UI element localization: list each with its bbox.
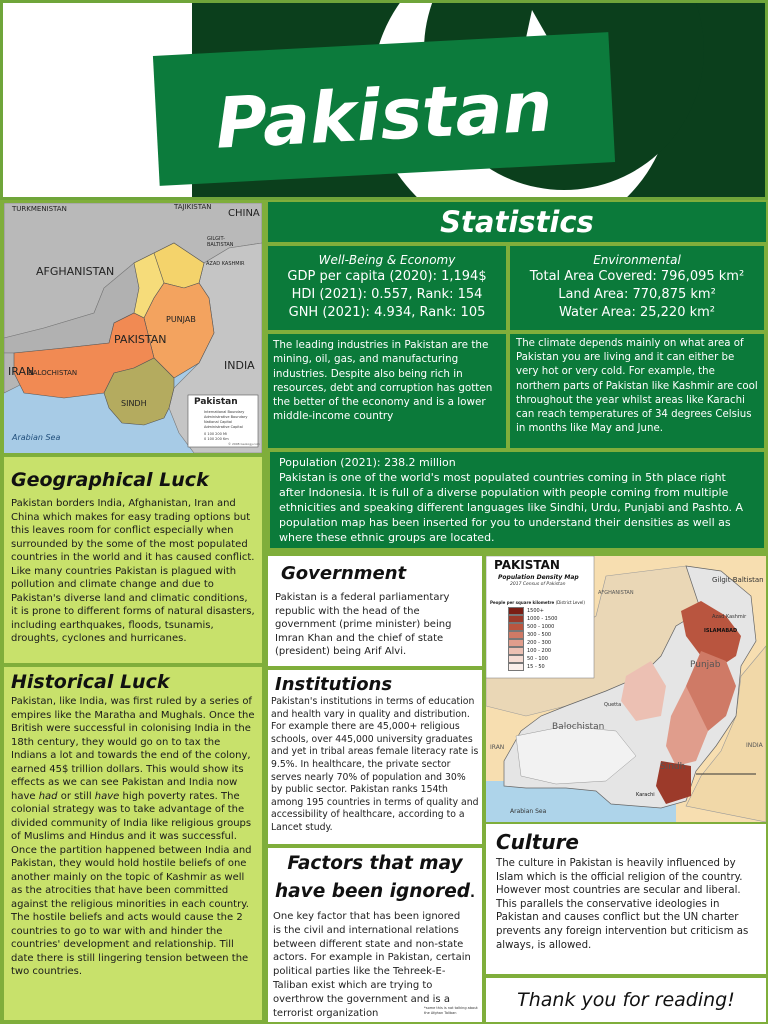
hdi-line: HDI (2021): 0.557, Rank: 154 [291,287,483,302]
environmental-panel [510,246,764,330]
climate-panel [510,334,764,448]
industries-panel [268,334,506,448]
factors-body: One key factor that has been ignored is the civil and international relations between different state and non-state actors. For example in Pakistan, certain political parties like the Tehreek-E-Taliban exist which are trying to overthrow the government and is a terrorist organization [273,911,471,1019]
label-gilgit-baltistan: GILGIT-BALTISTAN [207,236,234,248]
density-legend-item: 50 - 100 [508,655,557,663]
density-legend-item: 200 - 300 [508,639,557,647]
dmap-label-sindh: Sindh [660,762,686,772]
page-title: Pakistan [213,65,555,165]
legend-swatch [508,663,524,671]
density-legend-item: 1500+ [508,607,557,615]
legend-swatch [508,615,524,623]
label-sindh: SINDH [121,399,147,408]
label-china: CHINA [228,208,260,219]
institutions-body: Pakistan's institutions in terms of education and health vary in quality and distribution. For example there are 45,000+ religious schools, over 445,000 university graduates and yet in tribal areas female literacy rate is 9.5%. In healthcare, the private sector serves nearly 70% of population and 30% by public sector. Pakistan ranks 154th among 195 countries in terms of quality and accessibility of healthcare, according to a Lancet study. [271,696,479,833]
dmap-label-afghanistan: AFGHANISTAN [598,590,634,596]
geo-map [4,203,262,453]
institutions-panel [268,670,482,844]
industries-text: The leading industries in Pakistan are the mining, oil, gas, and manufacturing industries. Despite also being rich in resources, debt and corruption has gotten the better of the economy and is a lower middle-income country [273,339,493,423]
geo-legend-title: Pakistan [194,397,238,407]
factors-panel [268,848,482,1022]
closing-text: Thank you for reading! [517,989,735,1011]
density-legend-item: 500 - 1000 [508,623,557,631]
legend-swatch [508,623,524,631]
label-pakistan: PAKISTAN [114,333,167,346]
label-turkmenistan: TURKMENISTAN [12,205,67,213]
legend-swatch [508,655,524,663]
legend-swatch [508,631,524,639]
government-body: Pakistan is a federal parliamentary republic with the head of the government (prime minister) being Imran Khan and the chief of state (president) being Arif Alvi. [275,592,452,657]
climate-text: The climate depends mainly on what area of Pakistan you are living and it can either be very hot or very cold. For example, the northern parts of Pakistan like Kashmir are cool throughout the year whilst areas like Karachi can reach temperatures of 34 degrees Celsius in months like May and June. [516,338,758,435]
dmap-label-quetta: Quetta [604,702,622,708]
statistics-title: Statistics [440,205,594,239]
density-legend [508,607,557,671]
historical-luck-panel [4,667,262,1020]
closing-panel [486,978,766,1022]
density-map-census: 2017 Census of Pakistan [510,582,566,587]
label-iran: IRAN [8,365,35,378]
legend-swatch [508,647,524,655]
legend-swatch [508,639,524,647]
label-afghanistan: AFGHANISTAN [36,265,115,278]
statistics-header [266,200,768,244]
label-balochistan: BALOCHISTAN [28,369,78,377]
factors-title: Factors that may have been ignored. [275,853,475,902]
dmap-label-karachi: Karachi [636,792,655,798]
geographical-luck-panel [4,457,262,663]
land-area-line: Land Area: 770,875 km² [558,287,716,302]
label-arabian-sea: Arabian Sea [12,433,61,442]
dmap-label-balochistan: Balochistan [552,722,605,732]
density-map [486,556,766,822]
dmap-label-india: INDIA [746,742,763,749]
wellbeing-panel [268,246,506,330]
dmap-label-kashmir: Azad Kashmir [712,614,747,620]
density-legend-item: 100 - 200 [508,647,557,655]
dmap-label-gilgit: Gilgit-Baltistan [712,576,764,584]
government-panel [268,556,482,666]
water-area-line: Water Area: 25,220 km² [558,305,715,320]
culture-title: Culture [496,830,579,854]
wellbeing-heading: Well-Being & Economy [318,253,456,267]
label-india: INDIA [224,359,255,372]
density-map-title: PAKISTAN [494,558,560,572]
culture-body: The culture in Pakistan is heavily influenced by Islam which is the official religion of the country. However most countries are secular and liberal. This parallels the conservative ideologies in Pakistan and causes conflict but the UN charter prevents any foreign intervention but criticism as always, is allowed. [496,858,749,951]
geo-legend-items: International Boundary Administrative Boundary National Capital Administrative Capital [204,410,248,429]
label-tajikistan: TAJIKISTAN [174,203,212,211]
institutions-title: Institutions [275,674,393,695]
historical-luck-title: Historical Luck [11,671,170,693]
dmap-label-punjab: Punjab [690,660,721,670]
label-azad-kashmir: AZAD KASHMIR [206,261,245,267]
dmap-label-islamabad: ISLAMABAD [704,628,738,634]
geo-map-credit: © 2008 Geology.com [228,442,260,446]
density-legend-item: 300 - 500 [508,631,557,639]
density-legend-heading: People per square kilometre (District Level) [490,600,585,605]
population-heading: Population (2021): 238.2 million [279,456,456,469]
label-punjab: PUNJAB [166,315,196,324]
government-title: Government [281,563,407,584]
dmap-label-arabian-sea: Arabian Sea [510,808,547,815]
density-legend-item: 1000 - 1500 [508,615,557,623]
gnh-line: GNH (2021): 4.934, Rank: 105 [288,305,486,320]
factors-footnote: *some this is not talking about the Afghan Taliban [424,1006,478,1015]
population-text: Pakistan is one of the world's most populated countries coming in 5th place right after Indonesia. It is full of a diverse population with people coming from multiple ethnicities and speaking different languages like Sindhi, Urdu, Punjabi and Pashto. A population map has been inserted for you to understand their densities as well as where these ethnic groups are located. [279,471,744,544]
geo-legend-scale: 0 100 200 Mi 0 100 200 Km [204,432,229,441]
culture-panel [486,824,766,974]
geographical-luck-body: Pakistan borders India, Afghanistan, Iran and China which makes for easy trading options but this leaves room for conflict especially when surrounded by the some of the most populated countries in the world and it has caused conflict. Like many countries Pakistan is plagued with pollution and climate change and due to Pakistan's diverse land and climatic conditions, it is prone to different forms of natural disasters, including earthquakes, floods, tsunamis, droughts, cyclones and hurricanes. [11,498,255,644]
gdp-line: GDP per capita (2020): 1,194$ [287,269,487,284]
total-area-line: Total Area Covered: 796,095 km² [529,269,745,284]
geographical-luck-title: Geographical Luck [11,469,209,491]
environmental-heading: Environmental [593,253,681,267]
density-map-subtitle: Population Density Map [498,574,579,581]
dmap-label-iran: IRAN [490,744,505,751]
legend-swatch [508,607,524,615]
density-legend-item: 15 - 50 [508,663,557,671]
population-panel [270,452,764,548]
historical-luck-body: Pakistan, like India, was first ruled by a series of empires like the Maratha and Mughals. Once the British were successful in colonising India in the 18th century, they would go on to tax the Indians a lot and towards the end of the colony, earned 45$ trillion dollars. This would show its effects as we can see Pakistan and India now have had or still have high poverty rates. The colonial strategy was to take advantage of the divided community of India like religious groups of Muslims and Hindus and it was successful. Once the partition happened between India and Pakistan, they would hold hostile beliefs of one another mainly on the topic of Kashmir as well as the atrocities that have been committed against the religious minorities in each country. The hostile beliefs and acts would cause the 2 countries to go to war with and hinder the countries' development and relationship. Till date there is still lingering tension between the two countries. [11,696,255,977]
